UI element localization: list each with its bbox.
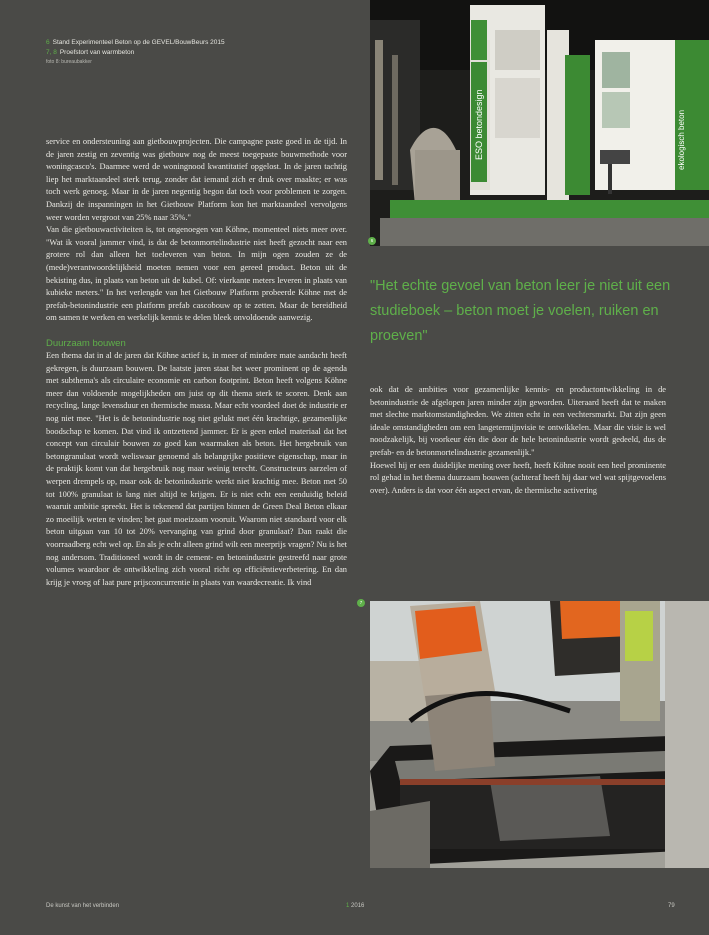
paragraph: Een thema dat in al de jaren dat Köhne actief is, in meer of mindere mate aandacht heeft gekregen, is duurzaam bouwen. De laatste jaren staat het weer prominent op de agenda met subthema's als circulaire economie en carbon footprint. Beton heeft volgens Köhne meer dan voldoende mogelijkheden om juist op dit thema sterk te scoren. Denk aan recycling, lange levensduur en thermische massa. Maar echt voordeel doet de industrie er nog niet mee. "Het is de betonindustrie nog niet gelukt met één krachtige, gezamenlijke boodschap te komen. Dat vind ik ontzettend jammer. Er is geen enkel materiaal dat het concept van circulair bouwen zo goed kan waarmaken als beton. Het hergebruik van betongranulaat wordt weliswaar genoemd als belangrijke positieve eigenschap, maar in de praktijk komt van dat hergebruik nog maar weinig terecht. Constructeurs aarzelen of werpen drempels op, maar ook de betonindustrie werkt niet krachtig mee. Beton met 50 tot 100% granulaat is lang niet altijd te krijgen. Er is niet echt een eenduidig beleid waaruit ambitie spreekt. Het is tekenend dat partijen binnen de Green Deal Beton elkaar zo moeilijk weten te vinden; het gaat moeizaam vooruit. Waarom niet standaard voor elk beton uitgaan van 10 tot 20% vervanging van grind door granulaat? Dan raakt die voorraadberg echt wel op. En als je echt alleen grind wilt een meerprijs vragen? Nu is het nog andersom. Traditioneel wordt in de cement- en betonindustrie gestreefd naar grote volumes waardoor de ontwikkeling zich vooral richt op efficiëntieverbetering. En dan krijg je vroeg of laat pure prijsconcurrentie in plaats van waardecreatie. Ik vind [46,351,347,587]
pull-quote: "Het echte gevoel van beton leer je niet uit een studieboek – beton moet je voelen, ruiken en proeven" [370,278,671,344]
section-heading: Duurzaam bouwen [46,337,126,349]
paragraph: Hoewel hij er een duidelijke mening over heeft, heeft Köhne nooit een heel prominente rol gehad in het thema duurzaam bouwen (achteraf heeft hij daar wel wat spijtgevoelens over). Anders is dat voor één aspect ervan, de thermische activering [370,460,666,495]
sign-ekologisch: ekologisch beton [677,109,686,170]
paragraph: Van die gietbouwactiviteiten is, tot ongenoegen van Köhne, momenteel niets meer over. "Wat ik vooral jammer vind, is dat de betonmortelindustrie niet heeft gezocht naar een grotere rol dan alleen het toeleveren van beton. In mijn ogen zouden ze de (mede)verantwoordelijkheid moeten nemen voor een gereed product. Beton uit de bekisting dus, in plaats van beton uit de kubel. Of: vierkante meters leveren in plaats van kubieke meters." In het verlengde van het Gietbouw Platform probeerde Köhne met de prefab-betonindustrie een platform prefab cascobouw op te zetten. Maar de bereidheid om samen te werken en werkelijk kennis te delen bleek onvoldoende aanwezig. [46,225,347,323]
sign-betondesign: ESO betondesign [474,89,484,160]
page-number: 79 [668,903,675,909]
footer-issue: 1 2016 [346,903,365,909]
photo-exhibition-stand [370,0,709,246]
caption-line: 6 Stand Experimenteel Beton op de GEVEL/BouwBeurs 2015 [46,39,225,46]
caption-line: 7, 8 Proefstort van warmbeton [46,49,135,56]
photo-concrete-pour [370,601,709,868]
photo-credit: foto 8: bureaubakker [46,59,92,65]
right-text-column [370,384,666,497]
footer-title: De kunst van het verbinden [46,903,120,909]
photo-number-badge: 7 [357,599,365,607]
photo-number-badge: 6 [368,237,376,245]
paragraph: ook dat de ambities voor gezamenlijke kennis- en productontwikkeling in de betonindustrie de afgelopen jaren minder zijn geworden. Uiteraard heeft dat te maken met slechte marktomstandigheden. We zitten echt in een vechtersmarkt. Dat zijn geen ideale omstandigheden om een langetermijnvisie te ontwikkelen. Maar die visie is wel noodzakelijk, bij voorkeur één die door de hele betonindustrie wordt gedeeld, dus de prefab- en de betonmortelindustrie gezamenlijk." [370,385,666,457]
left-text-column [46,136,347,589]
photo-captions [46,38,356,67]
paragraph: service en ondersteuning aan gietbouwprojecten. Die campagne paste goed in de tijd. In de jaren zestig en zeventig was gietbouw nog de meest toegepaste bouwmethode voor woningcasco's. Daarmee werd de woningnood kwantitatief opgelost. In de jaren tachtig liep het marktaandeel sterk terug, zonder dat iemand zich er druk over maakte; er was toch werk genoeg. Maar in de jaren negentig begon dat toch voor problemen te zorgen. Dankzij de inspanningen in het Gietbouw Platform kon het marktaandeel vervolgens weer worden vergroot van 25% naar 35%." [46,137,347,222]
